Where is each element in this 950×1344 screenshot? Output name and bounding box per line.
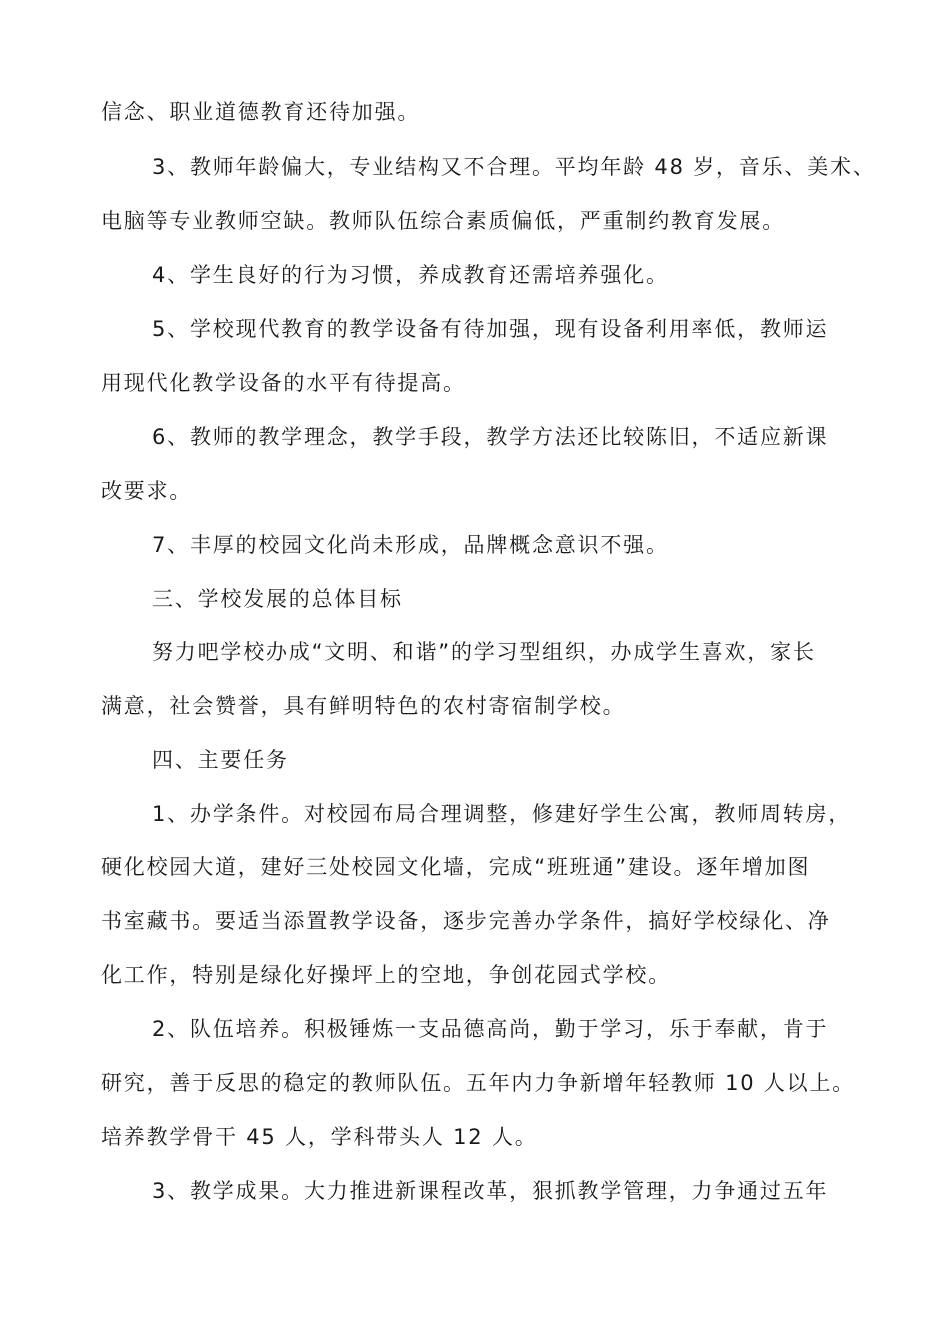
text-line: 改要求。 — [101, 479, 193, 503]
text-line: 硬化校园大道，建好三处校园文化墙，完成“班班通”建设。逐年增加图 — [101, 855, 811, 879]
text-line: 用现代化教学设备的水平有待提高。 — [101, 371, 466, 395]
text-line: 努力吧学校办成“文明、和谐”的学习型组织，办成学生喜欢，家长 — [152, 640, 816, 664]
text-line: 3、教师年龄偏大，专业结构又不合理。平均年龄 48 岁，音乐、美术、 — [152, 155, 876, 179]
text-line: 电脑等专业教师空缺。教师队伍综合素质偏低，严重制约教育发展。 — [101, 209, 785, 233]
text-line: 4、学生良好的行为习惯，养成教育还需培养强化。 — [152, 263, 669, 287]
section-heading: 四、主要任务 — [152, 748, 289, 772]
text-line: 研究，善于反思的稳定的教师队伍。五年内力争新增年轻教师 10 人以上。 — [101, 1071, 856, 1095]
text-line: 1、办学条件。对校园布局合理调整，修建好学生公寓，教师周转房， — [152, 802, 852, 826]
text-line: 6、教师的教学理念，教学手段，教学方法还比较陈旧，不适应新课 — [152, 425, 829, 449]
text-line: 满意，社会赞誉，具有鲜明特色的农村寄宿制学校。 — [101, 694, 626, 718]
section-heading: 三、学校发展的总体目标 — [152, 587, 403, 611]
text-line: 3、教学成果。大力推进新课程改革，狠抓教学管理，力争通过五年 — [152, 1179, 829, 1203]
text-line: 7、丰厚的校园文化尚未形成，品牌概念意识不强。 — [152, 533, 669, 557]
text-line: 书室藏书。要适当添置教学设备，逐步完善办学条件，搞好学校绿化、净 — [101, 909, 831, 933]
text-line: 5、学校现代教育的教学设备有待加强，现有设备利用率低，教师运 — [152, 317, 829, 341]
text-line: 信念、职业道德教育还待加强。 — [101, 100, 421, 124]
text-line: 2、队伍培养。积极锤炼一支品德高尚，勤于学习，乐于奉献，肯于 — [152, 1017, 829, 1041]
text-line: 培养教学骨干 45 人，学科带头人 12 人。 — [101, 1125, 538, 1149]
text-line: 化工作，特别是绿化好操坪上的空地，争创花园式学校。 — [101, 963, 671, 987]
